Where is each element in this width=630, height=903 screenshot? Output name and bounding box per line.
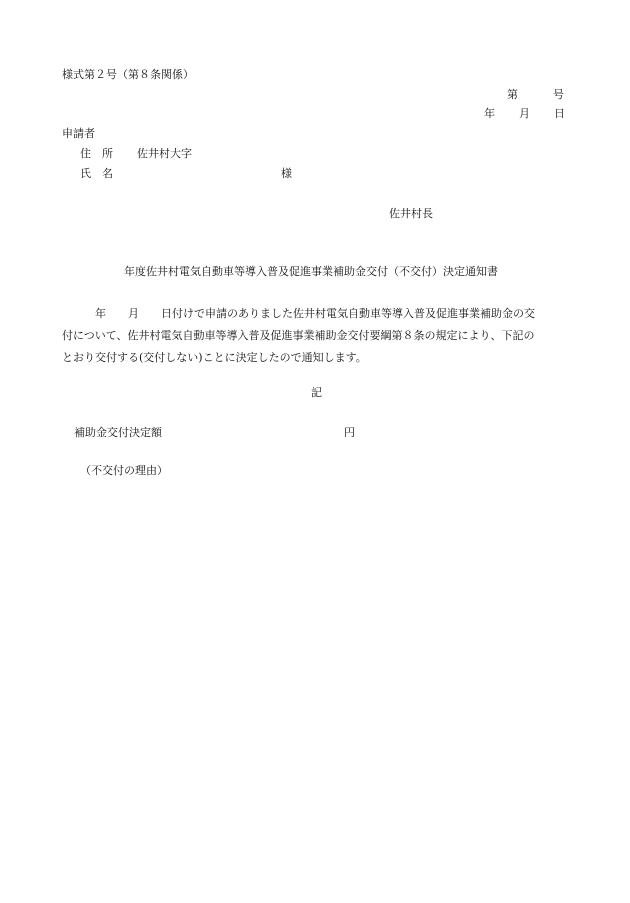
number-suffix: 号: [553, 88, 564, 101]
name-label: 氏 名: [80, 167, 113, 180]
body-line-1: 年 月 日付けで申請のありました佐井村電気自動車等導入普及促進事業補助金の交: [62, 307, 535, 320]
honorific: 様: [281, 167, 292, 180]
address-label: 住 所: [80, 147, 113, 160]
address-value: 佐井村大字: [137, 147, 192, 160]
body-paragraph: [62, 303, 578, 369]
document-title: 年度佐井村電気自動車等導入普及促進事業補助金交付（不交付）決定通知書: [124, 265, 498, 278]
date-month: 月: [519, 107, 530, 120]
reason-label: （不交付の理由）: [80, 464, 168, 477]
amount-unit: 円: [344, 426, 355, 439]
form-label: 様式第２号（第８条関係）: [62, 68, 194, 81]
body-line-2: 付について、佐井村電気自動車等導入普及促進事業補助金交付要綱第８条の規定により、下記の: [62, 329, 535, 342]
applicant-title: 申請者: [62, 127, 95, 140]
body-line-3: とおり交付する(交付しない)ことに決定したので通知します。: [62, 351, 367, 364]
record-heading: 記: [311, 386, 322, 399]
amount-label: 補助金交付決定額: [74, 426, 162, 439]
number-prefix: 第: [507, 88, 518, 101]
date-day: 日: [554, 107, 565, 120]
date-year: 年: [484, 107, 495, 120]
issuer-name: 佐井村長: [389, 207, 433, 220]
